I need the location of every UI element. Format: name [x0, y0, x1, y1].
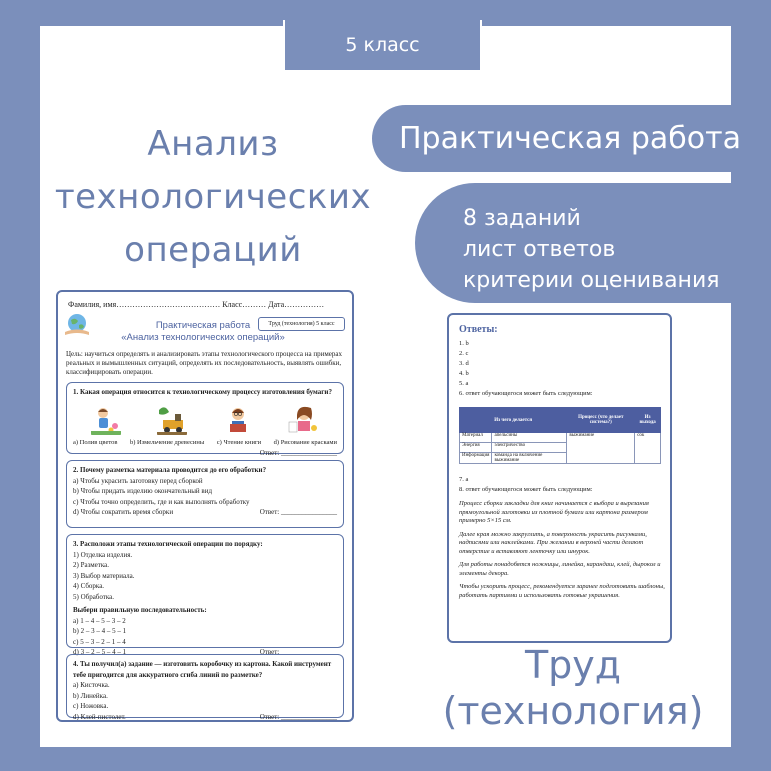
answer-3: 3. d — [459, 360, 469, 367]
task-4-option-b: b) Линейка. — [73, 691, 108, 700]
answer-paragraph: Процесс сборки закладки для книг начинается с выбора и вырезания прямоугольной заготовки из плотной бумаги или картона размером примерно 5×15 см. — [459, 500, 649, 524]
task-3-subquestion: Выбери правильную последовательность: — [73, 606, 207, 614]
table-cell: Материал — [460, 433, 492, 443]
task-3-item-3: 3) Выбор материала. — [73, 571, 135, 580]
answer-2: 2. c — [459, 350, 469, 357]
task-4-question: 4. Ты получил(а) задание — изготовить коробочку из картона. Какой инструмент тебе пригодится для аккуратного сгиба линий по разметке? — [73, 660, 332, 679]
table-cell: электричество — [492, 443, 567, 453]
task-3-option-b: b) 2 – 3 – 4 – 5 – 1 — [73, 627, 127, 635]
task-4-option-d: d) Клей-пистолет. — [73, 712, 126, 721]
answers-table-header — [460, 408, 661, 433]
task-2-option-a: а) Чтобы украсить заготовку перед сборкой — [73, 476, 203, 485]
answer-6: 6. ответ обучающегося может быть следующим: — [459, 390, 593, 397]
task-2-option-c: c) Чтобы точно определить, где и как выполнять обработку — [73, 497, 250, 506]
task-4-option-c: c) Ножовка. — [73, 702, 109, 710]
table-cell: апельсины — [492, 433, 567, 443]
globe-icon — [62, 312, 92, 338]
table-cell: выжимание — [567, 433, 635, 464]
answer-8: 8. ответ обучающегося может быть следующим: — [459, 486, 593, 493]
table-header-process: Процесс (что делает система?) — [567, 408, 635, 433]
worksheet-header: Фамилия, имя………………………………… Класс……… Дата…………… — [68, 300, 325, 309]
task-1-answer: Ответ: ________________ — [259, 449, 337, 457]
answers-after-table — [459, 475, 593, 495]
answer-8-text — [459, 500, 665, 605]
answers-preview — [447, 313, 672, 643]
worksheet-title-line2: «Анализ технологических операций» — [121, 332, 285, 343]
task-3-item-4: 4) Сборка. — [73, 582, 105, 590]
task-4-answer: Ответ: ________________ — [259, 712, 337, 721]
answer-7: 7. a — [459, 476, 469, 483]
answers-title: Ответы: — [459, 324, 498, 335]
task-2-option-b: b) Чтобы придать изделию окончательный вид — [73, 487, 213, 495]
wood-chipper-illustration — [155, 404, 189, 436]
feature-answers: лист ответов — [463, 237, 616, 262]
worksheet-goal: Цель: научиться определять и анализировать этапы технологического процесса на примерах реальных и вымышленных ситуаций, определять их последовательность, выявлять ошибки, классифицировать операции. — [66, 350, 342, 376]
task-1-option-b: b) Измельчение древесины — [129, 438, 205, 446]
task-3-item-5: 5) Обработка. — [73, 592, 114, 601]
answer-1: 1. b — [459, 340, 469, 347]
task-1-pictures — [73, 404, 337, 436]
answers-list — [459, 339, 593, 399]
watering-flowers-illustration — [89, 404, 123, 436]
task-4-option-a: а) Кисточка. — [73, 681, 110, 689]
task-2-answer: Ответ: ________________ — [259, 508, 337, 516]
task-2 — [66, 460, 344, 528]
task-4 — [66, 654, 344, 721]
task-3-question: 3. Расположи этапы технологической операции по порядку: — [73, 540, 263, 548]
answer-paragraph: Для работы понадобятся ножницы, линейка, карандаш, клей, дырокол и элементы декора. — [459, 561, 661, 577]
table-cell: команда на включение выжимание — [492, 453, 567, 464]
reading-book-illustration — [221, 404, 255, 436]
task-1-question: 1. Какая операция относится к технологическому процессу изготовления бумаги? — [73, 388, 332, 396]
table-header-output: Из выхода — [635, 408, 661, 433]
table-cell: сок — [635, 433, 661, 464]
grade-badge: 5 класс — [283, 20, 482, 72]
answer-paragraph: Чтобы ускорить процесс, рекомендуется заранее подготовить шаблоны, работать партиями и использовать готовые украшения. — [459, 583, 665, 599]
task-1-option-a: а) Полив цветов — [73, 438, 118, 446]
task-1-option-d: d) Рисование красками — [273, 438, 337, 446]
worksheet-preview — [56, 290, 354, 722]
worksheet-tag: Труд (технология) 5 класс — [258, 317, 345, 331]
task-3-item-1: 1) Отделка изделия. — [73, 550, 133, 559]
task-4-last-row — [73, 712, 337, 723]
task-3-option-a: а) 1 – 4 – 5 – 3 – 2 — [73, 616, 126, 625]
answer-paragraph: Далее края можно закруглить, а поверхность украсить рисунками, надписями или наклейками. При желании в верхней части делают отверстие и вставляют ленточку или шнурок. — [459, 530, 647, 555]
answers-table — [459, 407, 661, 464]
task-2-question: 2. Почему разметка материала проводится до его обработки? — [73, 466, 267, 474]
task-3-answer: Ответ: ________________ — [259, 648, 337, 656]
task-3-item-2: 2) Разметка. — [73, 561, 109, 569]
table-cell: Информация — [460, 453, 492, 464]
main-title: Анализ технологических операций — [54, 124, 372, 270]
feature-criteria: критерии оценивания — [463, 268, 720, 293]
task-3-option-c: c) 5 – 3 – 2 – 1 – 4 — [73, 637, 126, 646]
painting-illustration — [287, 404, 321, 436]
task-3 — [66, 534, 344, 656]
practical-label: Практическая работа — [372, 105, 771, 172]
task-1 — [66, 382, 344, 457]
worksheet-title-line1: Практическая работа — [155, 320, 251, 331]
task-1-options — [73, 438, 337, 449]
answer-5: 5. a — [459, 380, 469, 387]
table-row — [460, 433, 661, 443]
table-cell: Энергия — [460, 443, 492, 453]
task-2-last-row — [73, 507, 337, 518]
task-1-option-c: c) Чтение книги — [216, 438, 262, 446]
features-box — [415, 183, 771, 303]
feature-tasks: 8 заданий — [463, 206, 581, 231]
task-2-option-d: d) Чтобы сократить время сборки — [73, 508, 174, 516]
task-3-option-d: d) 3 – 2 – 5 – 4 – 1 — [73, 648, 127, 656]
answer-4: 4. b — [459, 370, 469, 377]
table-header-from: Из чего делается — [460, 408, 567, 433]
subject-title: Труд (технология) — [442, 643, 704, 733]
